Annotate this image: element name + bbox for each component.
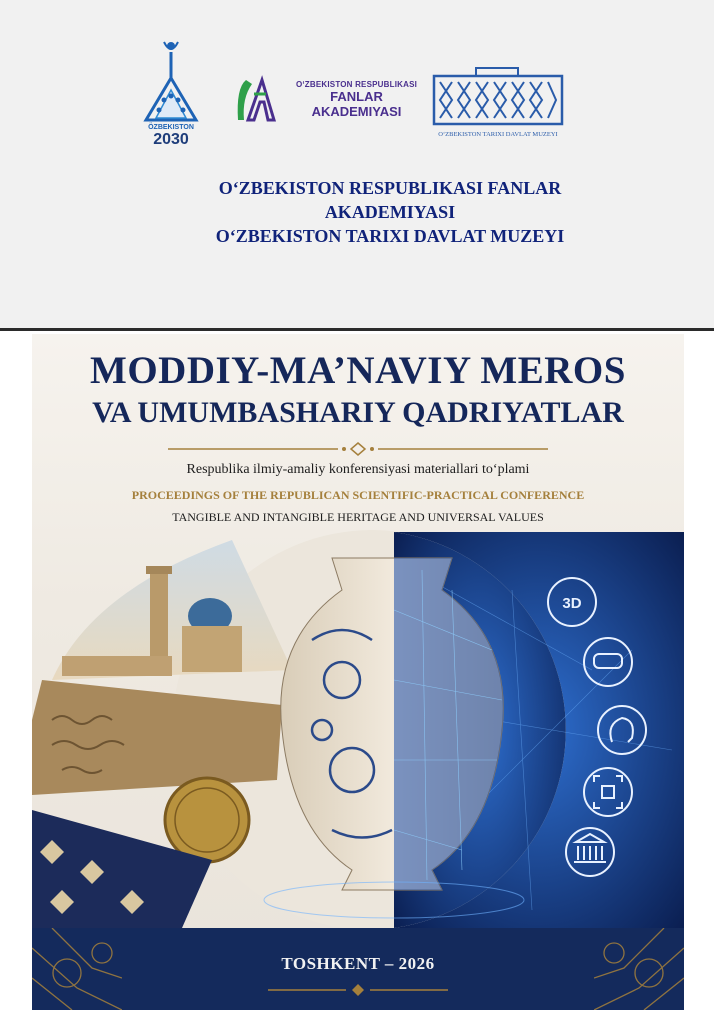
cover-title-line-1: MODDIY-MA’NAVIY MEROS — [90, 349, 626, 392]
subtitle-en: PROCEEDINGS OF THE REPUBLICAN SCIENTIFIC-PRACTICAL CONFERENCE — [131, 488, 585, 502]
academy-logo-small: O‘ZBEKISTON RESPUBLIKASI — [295, 80, 418, 89]
museum-logo — [430, 66, 566, 140]
logo-2030-year: 2030 — [153, 131, 189, 146]
minaret — [150, 570, 168, 670]
institution-line-3: O‘ZBEKISTON TARIXI DAVLAT MUZEYI — [215, 226, 565, 246]
cover-image — [32, 334, 684, 1010]
cover-title-line-2: VA UMUMBASHARIY QADRIYATLAR — [92, 396, 624, 429]
subtitle-en-2: TANGIBLE AND INTANGIBLE HERITAGE AND UNIVERSAL VALUES — [172, 510, 544, 524]
subtitle-uz: Respublika ilmiy-amaliy konferensiyasi materiallari to‘plami — [186, 462, 530, 477]
heritage-illustration — [32, 530, 684, 928]
city-year: TOSHKENT – 2026 — [281, 954, 435, 973]
academy-logo-text — [289, 80, 424, 119]
academy-logo-mark — [232, 74, 278, 126]
header-band — [0, 0, 714, 330]
gold-coin — [165, 778, 249, 862]
institution-line-2: AKADEMIYASI — [324, 202, 456, 222]
divider — [0, 328, 714, 331]
academy-logo-line1: FANLAR — [330, 89, 383, 104]
uzbekistan-2030-logo — [138, 38, 204, 146]
academy-logo-line2: AKADEMIYASI — [311, 104, 402, 119]
museum-logo-caption: O‘ZBEKISTON TARIXI DAVLAT MUZEYI — [438, 131, 558, 138]
title-ornament — [168, 442, 548, 456]
logo-2030-country: ÖZBEKISTON — [148, 124, 194, 131]
bottom-ornament — [268, 984, 448, 996]
institution-line-1: O‘ZBEKISTON RESPUBLIKASI FANLAR — [218, 178, 562, 198]
3d-badge-text: 3D — [562, 595, 582, 612]
institution-names — [0, 176, 714, 248]
